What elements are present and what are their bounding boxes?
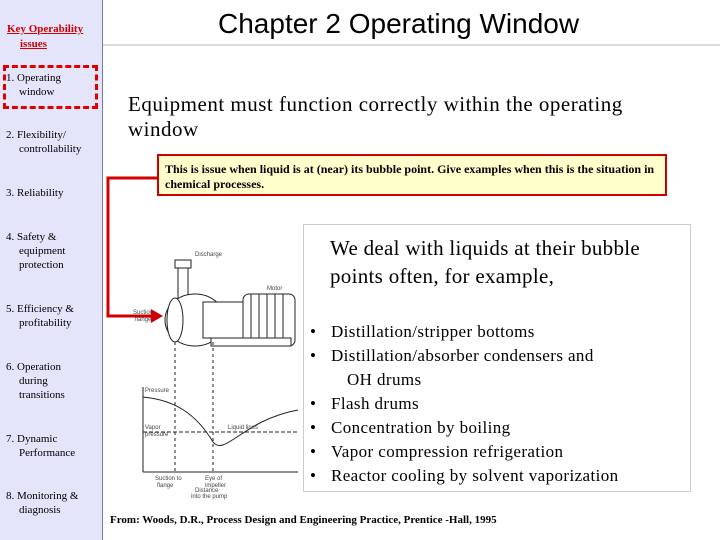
list-item-text: Flash drums [331, 394, 419, 413]
list-item-text: Reactor cooling by solvent vaporization [331, 466, 619, 485]
sidebar-item-label: 6. Operation [6, 361, 61, 373]
list-item-text: Distillation/stripper bottoms [331, 322, 535, 341]
pump-label-eye: Eye of [205, 476, 223, 482]
bullet-icon: • [310, 322, 317, 341]
bullet-icon: • [310, 346, 317, 365]
sidebar-item-label: window [19, 86, 55, 98]
pump-label-distance: Distance [195, 488, 219, 494]
list-item [310, 440, 690, 464]
sidebar-item-label: 1. Operating [6, 72, 61, 84]
list-item [310, 320, 690, 344]
sidebar-item-label: transitions [19, 389, 65, 401]
sidebar-item-label: controllability [19, 143, 82, 155]
sidebar-item-label: 7. Dynamic [6, 433, 58, 445]
pump-label-liquid: Liquid lines [228, 425, 259, 431]
list-item [310, 344, 690, 392]
sidebar-item-label: equipment [19, 245, 66, 257]
sidebar-heading-line1: Key Operability [7, 23, 84, 35]
sidebar-item-label: protection [19, 259, 64, 271]
examples-intro: We deal with liquids at their bubble points often, for example, [330, 236, 641, 288]
sidebar-item-label: 4. Safety & [6, 231, 57, 243]
pump-label-vapor2: pressure [145, 432, 169, 438]
list-item [310, 416, 690, 440]
pump-label-distance2: into the pump [191, 494, 228, 500]
sidebar-item-label: 2. Flexibility/ [6, 129, 66, 141]
pump-label-pressure: Pressure [145, 388, 170, 394]
pump-label-suction-flange2: flange [157, 483, 174, 489]
sidebar-item-label: during [19, 375, 48, 387]
sidebar-item-label: profitability [19, 317, 72, 329]
list-item [310, 392, 690, 416]
pump-label-eye2: impeller [205, 483, 227, 489]
sidebar-item-label: diagnosis [19, 504, 61, 516]
source-citation: From: Woods, D.R., Process Design and Engineering Practice, Prentice -Hall, 1995 [110, 514, 497, 526]
pump-label-motor: Motor [267, 286, 283, 292]
bullet-icon: • [310, 466, 317, 485]
pump-label-suction-flange: Suction to [155, 476, 182, 482]
slide-subtitle: Equipment must function correctly within the operating window [128, 92, 623, 141]
sidebar-item-label: 5. Efficiency & [6, 303, 74, 315]
note-box: This is issue when liquid is at (near) its bubble point. Give examples when this is the situation in chemical processes. [157, 154, 667, 196]
bullet-icon: • [310, 442, 317, 461]
list-item-text: Vapor compression refrigeration [331, 442, 564, 461]
pump-label-suction2: flange [135, 317, 152, 323]
list-item [310, 464, 690, 488]
list-item-text: Concentration by boiling [331, 418, 511, 437]
sidebar-heading-line2: issues [20, 38, 47, 50]
pump-label-discharge: Discharge [195, 252, 223, 258]
pump-label-suction: Suction [133, 310, 154, 316]
list-item-text: Distillation/absorber condensers and [331, 346, 594, 365]
list-item-text: OH drums [347, 370, 422, 389]
pump-diagram [133, 242, 303, 500]
sidebar-item-label: 3. Reliability [6, 187, 64, 199]
bullet-icon: • [310, 418, 317, 437]
sidebar-item-label: 8. Monitoring & [6, 490, 79, 502]
examples-list [310, 320, 690, 488]
bullet-icon: • [310, 394, 317, 413]
sidebar-item-label: Performance [19, 447, 76, 459]
page-title: Chapter 2 Operating Window [218, 8, 580, 39]
pump-label-vapor: Vapor [145, 425, 161, 431]
